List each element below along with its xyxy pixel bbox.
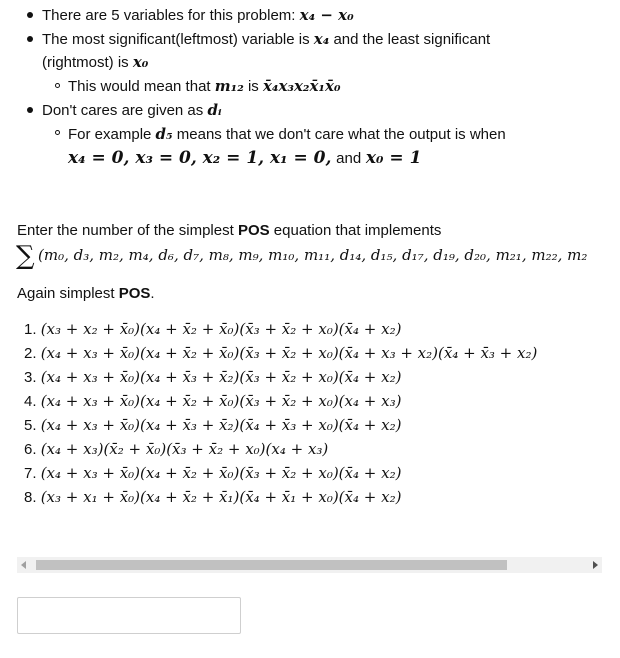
sub-bullet-dontcare-example: For example d₅ means that we don't care what the output is when xyxy=(68,125,506,143)
scroll-right-icon[interactable] xyxy=(593,561,598,569)
bullet-dot xyxy=(27,36,33,42)
option-1: 1. (x₃ + x₂ + x̄₀)(x₄ + x̄₂ + x̄₀)(x̄₃ + x̄₂ + x₀)(x̄₄ + x₂) xyxy=(24,320,402,338)
sum-terms: (m₀, d₃, m₂, m₄, d₆, d₇, m₈, m₉, m₁₀, m₁₁, d₁₄, d₁₅, d₁₇, d₁₉, d₂₀, m₂₁, m₂₂, m₂ xyxy=(38,246,588,264)
sub-bullet-dontcare-values: x₄ = 0, x₃ = 0, x₂ = 1, x₁ = 0, and x₀ = 1 xyxy=(68,148,422,168)
bullet-dont-cares: Don't cares are given as dᵢ xyxy=(42,101,222,119)
bullet-dot xyxy=(27,107,33,113)
option-5: 5. (x₄ + x₃ + x̄₀)(x₄ + x̄₃ + x̄₂)(x̄₄ + x̄₃ + x₀)(x̄₄ + x₂) xyxy=(24,416,402,434)
option-2: 2. (x₄ + x₃ + x̄₀)(x₄ + x̄₂ + x̄₀)(x̄₃ + x̄₂ + x₀)(x̄₄ + x₃ + x₂)(x̄₄ + x̄₃ + x₂) xyxy=(24,344,538,362)
option-6: 6. (x₄ + x₃)(x̄₂ + x̄₀)(x̄₃ + x̄₂ + x₀)(x₄ + x₃) xyxy=(24,440,329,458)
option-8: 8. (x₃ + x₁ + x̄₀)(x₄ + x̄₂ + x̄₁)(x̄₄ + x̄₁ + x₀)(x̄₄ + x₂) xyxy=(24,488,402,506)
bullet-dot xyxy=(27,12,33,18)
horizontal-scrollbar[interactable] xyxy=(17,557,602,573)
bullet-significance-cont: (rightmost) is x₀ xyxy=(42,53,149,71)
sub-bullet-circle xyxy=(55,83,60,88)
bullet-significance: The most significant(leftmost) variable is x₄ and the least significant xyxy=(42,30,491,48)
scroll-left-icon[interactable] xyxy=(21,561,26,569)
bullet-variables-count: There are 5 variables for this problem: x₄ − x₀ xyxy=(42,6,354,24)
sub-bullet-circle xyxy=(55,130,60,135)
again-note: Again simplest POS. xyxy=(17,285,155,302)
sum-symbol: ∑ xyxy=(16,241,35,271)
answer-input[interactable] xyxy=(17,597,241,634)
sub-bullet-minterm-example: This would mean that m₁₂ is x̄₄x₃x₂x̄₁x̄₀ xyxy=(68,77,341,95)
scrollbar-thumb[interactable] xyxy=(36,560,507,570)
question-prompt: Enter the number of the simplest POS equation that implements xyxy=(17,222,442,239)
option-4: 4. (x₄ + x₃ + x̄₀)(x₄ + x̄₂ + x̄₀)(x̄₃ + x̄₂ + x₀)(x₄ + x₃) xyxy=(24,392,402,410)
option-3: 3. (x₄ + x₃ + x̄₀)(x₄ + x̄₃ + x̄₂)(x̄₃ + x̄₂ + x₀)(x̄₄ + x₂) xyxy=(24,368,402,386)
option-7: 7. (x₄ + x₃ + x̄₀)(x₄ + x̄₂ + x̄₀)(x̄₃ + x̄₂ + x₀)(x̄₄ + x₂) xyxy=(24,464,402,482)
